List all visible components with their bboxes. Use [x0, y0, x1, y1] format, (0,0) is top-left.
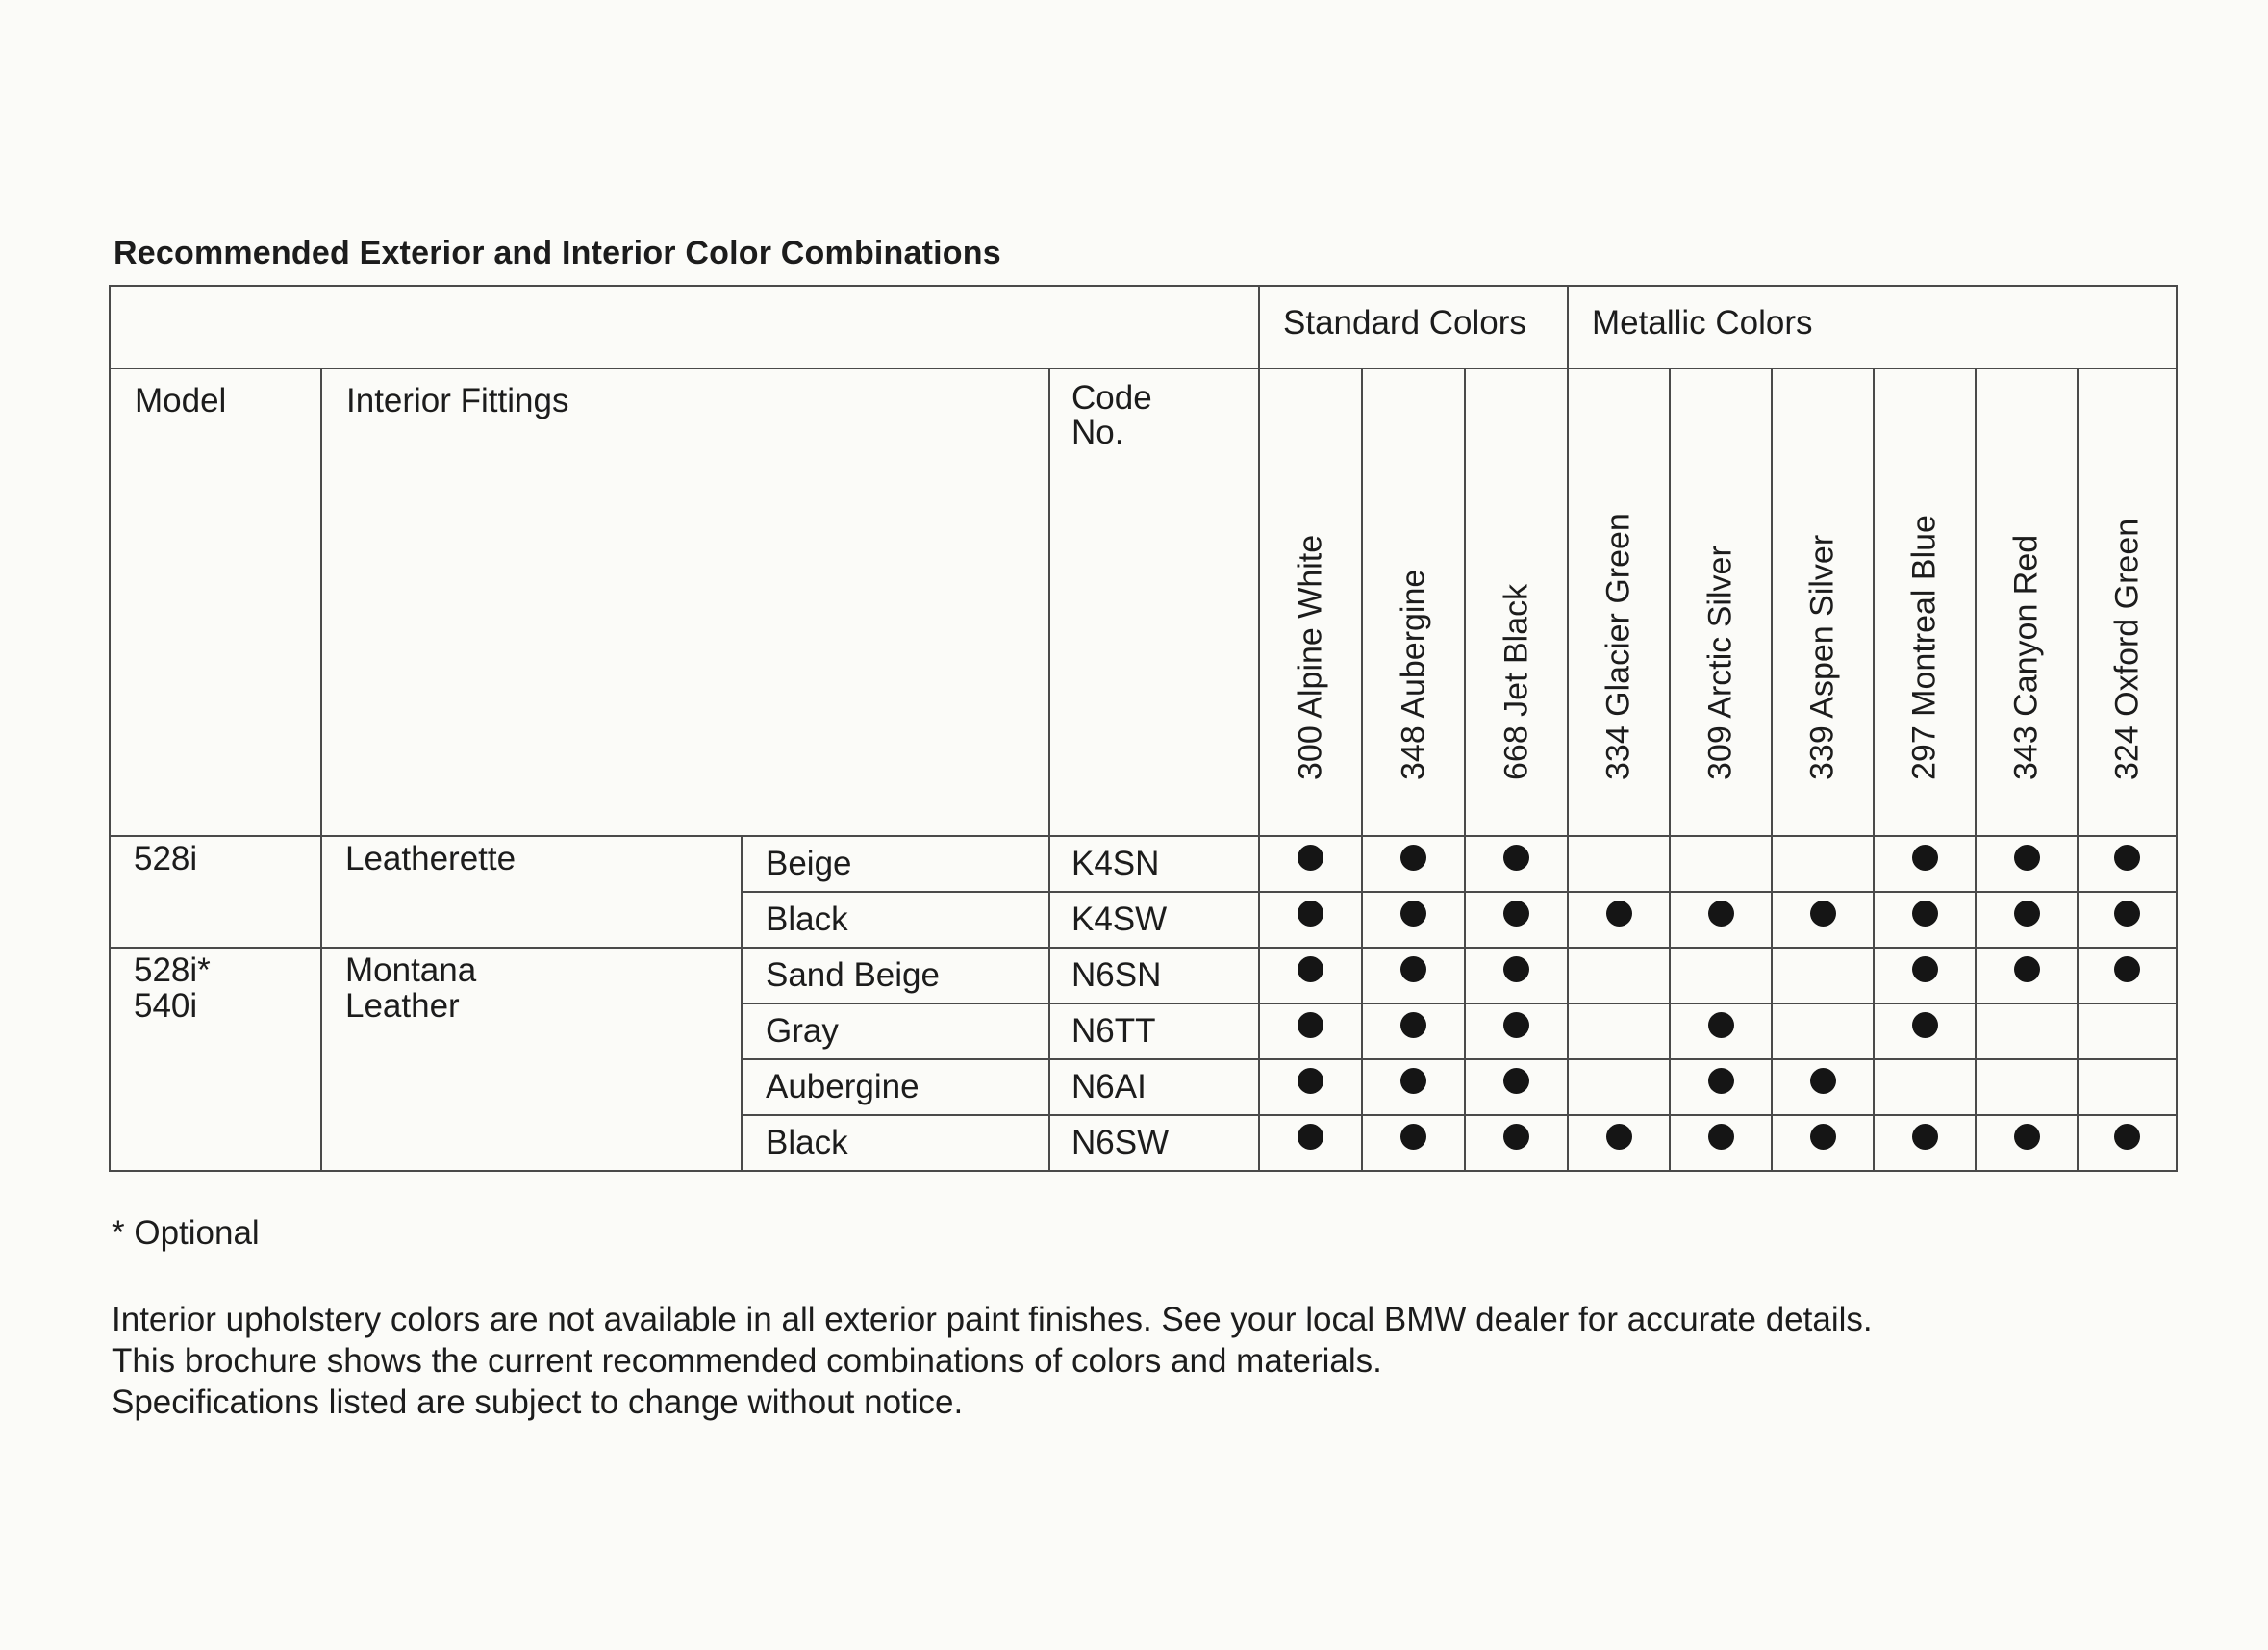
- available-dot-icon: [1400, 1068, 1426, 1094]
- availability-cell: [2078, 1003, 2177, 1059]
- table-row: [110, 948, 2177, 1003]
- availability-cell: [1772, 1059, 1874, 1115]
- availability-cell: [1670, 1003, 1772, 1059]
- availability-cell: [1465, 836, 1568, 892]
- group-header-row: [110, 286, 2177, 368]
- availability-cell: [1568, 892, 1670, 948]
- availability-cell: [1568, 1003, 1670, 1059]
- available-dot-icon: [1503, 901, 1529, 927]
- code-cell: [1049, 1059, 1259, 1115]
- available-dot-icon: [2114, 1124, 2140, 1150]
- optional-footnote: * Optional: [112, 1214, 260, 1252]
- code-label: N6SW: [1071, 1124, 1170, 1161]
- availability-cell: [1874, 1059, 1976, 1115]
- availability-cell: [1465, 892, 1568, 948]
- available-dot-icon: [1708, 1124, 1734, 1150]
- availability-cell: [1772, 948, 1874, 1003]
- available-dot-icon: [1708, 901, 1734, 927]
- code-cell: [1049, 948, 1259, 1003]
- model-header: [110, 368, 321, 836]
- available-dot-icon: [1912, 1124, 1938, 1150]
- available-dot-icon: [1400, 845, 1426, 871]
- availability-cell: [1465, 1059, 1568, 1115]
- table-row: [110, 836, 2177, 892]
- availability-cell: [1976, 1059, 2078, 1115]
- available-dot-icon: [1912, 1012, 1938, 1038]
- availability-cell: [1465, 1115, 1568, 1171]
- availability-cell: [1362, 836, 1465, 892]
- upholstery-color-cell: [742, 1059, 1049, 1115]
- available-dot-icon: [1400, 1012, 1426, 1038]
- color-column-header: [1670, 368, 1772, 836]
- color-column-label: 339 Aspen Silver: [1803, 534, 1841, 780]
- availability-cell: [1259, 1003, 1362, 1059]
- availability-cell: [1670, 836, 1772, 892]
- fitting-label: Leatherette: [345, 840, 517, 877]
- available-dot-icon: [1298, 1068, 1323, 1094]
- available-dot-icon: [1810, 1124, 1836, 1150]
- availability-cell: [1568, 1115, 1670, 1171]
- available-dot-icon: [1298, 845, 1323, 871]
- upholstery-color-label: Black: [766, 901, 848, 938]
- availability-cell: [1465, 948, 1568, 1003]
- model-label: 528i* 540i: [134, 952, 211, 1025]
- available-dot-icon: [1606, 1124, 1632, 1150]
- availability-cell: [1670, 948, 1772, 1003]
- color-column-label: 297 Montreal Blue: [1905, 515, 1943, 780]
- availability-cell: [1976, 1003, 2078, 1059]
- code-cell: [1049, 1003, 1259, 1059]
- upholstery-color-cell: [742, 836, 1049, 892]
- availability-cell: [1568, 1059, 1670, 1115]
- available-dot-icon: [1400, 1124, 1426, 1150]
- available-dot-icon: [2014, 845, 2040, 871]
- available-dot-icon: [1810, 1068, 1836, 1094]
- fitting-cell: [321, 948, 742, 1171]
- availability-cell: [1874, 1115, 1976, 1171]
- upholstery-color-label: Black: [766, 1124, 848, 1161]
- code-label: N6TT: [1071, 1012, 1156, 1050]
- availability-cell: [1670, 892, 1772, 948]
- availability-cell: [1670, 1059, 1772, 1115]
- availability-cell: [1976, 892, 2078, 948]
- availability-cell: [1772, 1115, 1874, 1171]
- metallic-colors-label: Metallic Colors: [1592, 304, 1813, 342]
- availability-cell: [1874, 1003, 1976, 1059]
- color-column-label: 300 Alpine White: [1292, 534, 1328, 780]
- note-line: This brochure shows the current recommended combinations of colors and materials.: [112, 1342, 1382, 1380]
- color-column-label: 668 Jet Black: [1498, 583, 1534, 780]
- upholstery-color-label: Sand Beige: [766, 956, 940, 994]
- availability-cell: [1259, 892, 1362, 948]
- availability-cell: [1670, 1115, 1772, 1171]
- color-column-label: 324 Oxford Green: [2108, 518, 2146, 780]
- color-column-label: 309 Arctic Silver: [1701, 546, 1739, 780]
- upholstery-color-cell: [742, 948, 1049, 1003]
- availability-cell: [1362, 948, 1465, 1003]
- availability-cell: [2078, 892, 2177, 948]
- standard-colors-header: [1259, 286, 1568, 368]
- color-column-header: [1362, 368, 1465, 836]
- available-dot-icon: [2014, 956, 2040, 982]
- availability-cell: [1362, 1059, 1465, 1115]
- availability-cell: [1465, 1003, 1568, 1059]
- available-dot-icon: [1606, 901, 1632, 927]
- color-column-label: 334 Glacier Green: [1600, 513, 1637, 780]
- availability-cell: [1772, 1003, 1874, 1059]
- availability-cell: [1362, 1115, 1465, 1171]
- availability-cell: [1874, 836, 1976, 892]
- code-label: K4SN: [1071, 845, 1160, 882]
- availability-cell: [1259, 1059, 1362, 1115]
- availability-cell: [1362, 1003, 1465, 1059]
- table-title: Recommended Exterior and Interior Color Combinations: [113, 235, 1001, 271]
- available-dot-icon: [1503, 845, 1529, 871]
- upholstery-color-cell: [742, 892, 1049, 948]
- code-cell: [1049, 836, 1259, 892]
- available-dot-icon: [1503, 1124, 1529, 1150]
- metallic-colors-header: [1568, 286, 2177, 368]
- color-column-header: [2078, 368, 2177, 836]
- color-column-header: [1772, 368, 1874, 836]
- interior-fittings-header: [321, 368, 1049, 836]
- available-dot-icon: [1298, 956, 1323, 982]
- color-combination-table: [109, 285, 2177, 1185]
- available-dot-icon: [1810, 901, 1836, 927]
- available-dot-icon: [1298, 1012, 1323, 1038]
- available-dot-icon: [1400, 956, 1426, 982]
- available-dot-icon: [1912, 956, 1938, 982]
- color-grid: [109, 285, 2178, 1172]
- available-dot-icon: [2114, 901, 2140, 927]
- available-dot-icon: [1912, 845, 1938, 871]
- model-cell: [110, 948, 321, 1171]
- upholstery-color-cell: [742, 1003, 1049, 1059]
- code-label: K4SW: [1071, 901, 1168, 938]
- note-line: Interior upholstery colors are not available in all exterior paint finishes. See your local BMW dealer for accurate details.: [112, 1301, 1873, 1338]
- availability-cell: [1259, 836, 1362, 892]
- code-label: N6AI: [1071, 1068, 1147, 1105]
- availability-cell: [1259, 1115, 1362, 1171]
- availability-cell: [2078, 1059, 2177, 1115]
- availability-cell: [2078, 1115, 2177, 1171]
- note-line: Specifications listed are subject to change without notice.: [112, 1383, 964, 1421]
- color-column-header: [1874, 368, 1976, 836]
- available-dot-icon: [1503, 1012, 1529, 1038]
- available-dot-icon: [1298, 1124, 1323, 1150]
- availability-cell: [1568, 948, 1670, 1003]
- upholstery-color-cell: [742, 1115, 1049, 1171]
- model-header-label: Model: [135, 382, 227, 419]
- model-label: 528i: [134, 840, 198, 877]
- code-cell: [1049, 892, 1259, 948]
- availability-cell: [1772, 892, 1874, 948]
- availability-cell: [1259, 948, 1362, 1003]
- code-header: [1049, 368, 1259, 836]
- availability-cell: [1874, 948, 1976, 1003]
- available-dot-icon: [1708, 1012, 1734, 1038]
- available-dot-icon: [2114, 845, 2140, 871]
- color-column-header: [1568, 368, 1670, 836]
- code-header-label: Code No.: [1071, 379, 1152, 451]
- code-label: N6SN: [1071, 956, 1162, 994]
- fitting-label: Montana Leather: [345, 952, 477, 1025]
- interior-fittings-label: Interior Fittings: [346, 382, 569, 419]
- available-dot-icon: [2014, 901, 2040, 927]
- fitting-cell: [321, 836, 742, 948]
- availability-cell: [2078, 948, 2177, 1003]
- color-column-header: [1465, 368, 1568, 836]
- available-dot-icon: [2014, 1124, 2040, 1150]
- notes-block: [112, 1299, 1873, 1423]
- model-cell: [110, 836, 321, 948]
- color-column-label: 343 Canyon Red: [2007, 534, 2045, 780]
- standard-colors-label: Standard Colors: [1283, 304, 1526, 342]
- availability-cell: [1976, 948, 2078, 1003]
- upholstery-color-label: Aubergine: [766, 1068, 920, 1105]
- column-label-row: [110, 368, 2177, 836]
- availability-cell: [1772, 836, 1874, 892]
- available-dot-icon: [1503, 1068, 1529, 1094]
- code-cell: [1049, 1115, 1259, 1171]
- availability-cell: [2078, 836, 2177, 892]
- available-dot-icon: [1298, 901, 1323, 927]
- color-column-header: [1259, 368, 1362, 836]
- availability-cell: [1568, 836, 1670, 892]
- availability-cell: [1874, 892, 1976, 948]
- availability-cell: [1976, 836, 2078, 892]
- available-dot-icon: [1400, 901, 1426, 927]
- available-dot-icon: [1912, 901, 1938, 927]
- upholstery-color-label: Beige: [766, 845, 852, 882]
- upholstery-color-label: Gray: [766, 1012, 839, 1050]
- available-dot-icon: [2114, 956, 2140, 982]
- color-column-label: 348 Aubergine: [1395, 569, 1431, 780]
- available-dot-icon: [1503, 956, 1529, 982]
- available-dot-icon: [1708, 1068, 1734, 1094]
- color-column-header: [1976, 368, 2078, 836]
- blank-header-cell: [110, 286, 1259, 368]
- availability-cell: [1362, 892, 1465, 948]
- availability-cell: [1976, 1115, 2078, 1171]
